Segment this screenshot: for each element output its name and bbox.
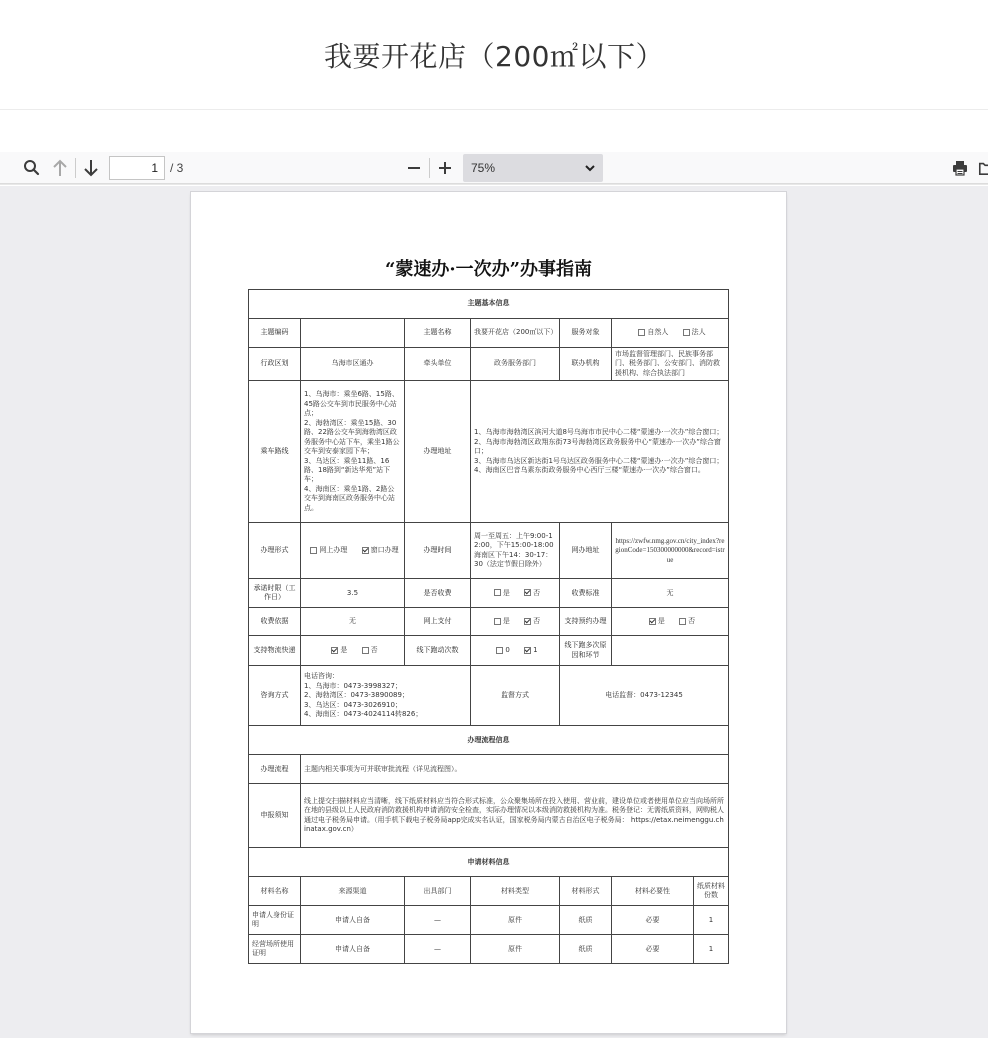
label-handle-time: 办理时间 [405, 523, 471, 579]
label-notice: 申报须知 [249, 784, 301, 848]
checkbox-yes [331, 647, 338, 654]
materials-header: 出具部门 [405, 877, 471, 906]
checkbox-label: 自然人 [647, 328, 669, 337]
pdf-page-1 [191, 192, 786, 1033]
address-line: 3、乌海市乌达区新达街1号乌达区政务服务中心二楼“蒙速办·一次办”综合窗口； [474, 456, 724, 465]
material-cell: — [405, 935, 471, 964]
value-topic-name: 我要开花店（200㎡以下） [471, 319, 560, 348]
bus-route-line: 1、乌海市：乘坐6路、15路、45路公交车到市民服务中心站点； [304, 390, 399, 418]
label-handle-form: 办理形式 [249, 523, 301, 579]
search-button[interactable] [18, 154, 46, 182]
checkbox-label: 否 [370, 646, 378, 655]
label-admin-region: 行政区划 [249, 348, 301, 381]
value-visit-count [471, 636, 560, 666]
checkbox-yes [649, 618, 656, 625]
materials-header: 材料名称 [249, 877, 301, 906]
value-lead-unit: 政务服务部门 [471, 348, 560, 381]
time-line: 周一至周五：上午9:00-12:00，下午15:00-18:00 [474, 531, 554, 550]
document-title: “蒙速办·一次办”办事指南 [385, 259, 592, 280]
label-bus-route: 乘车路线 [249, 381, 301, 523]
checkbox-no [679, 618, 686, 625]
value-bus-route [301, 381, 405, 523]
pdf-viewer[interactable] [0, 186, 988, 1038]
checkbox-label: 网上办理 [319, 546, 348, 555]
value-consult [301, 666, 471, 726]
value-process: 主题内相关事项为可并联审批流程（详见流程图）。 [301, 755, 729, 784]
checkbox-legal-person [683, 329, 690, 336]
address-line: 4、海南区巴音乌素东街政务服务中心西厅三楼“蒙速办·一次办”综合窗口。 [474, 465, 705, 474]
value-online-address: https://zwfw.nmg.gov.cn/city_index?regionCode=150300000000&record=istrue [612, 523, 729, 579]
consult-line: 2、海勃湾区：0473-3890089； [304, 691, 409, 700]
checkbox-visit-0 [496, 647, 503, 654]
label-appointment: 支持预约办理 [560, 608, 612, 636]
label-consult: 咨询方式 [249, 666, 301, 726]
plus-icon [438, 161, 452, 175]
bus-route-line: 4、海南区：乘坐1路、2路公交车到海南区政务服务中心站点。 [304, 484, 395, 512]
label-charge-standard: 收费标准 [560, 579, 612, 608]
label-charge: 是否收费 [405, 579, 471, 608]
label-supervise: 监督方式 [471, 666, 560, 726]
material-cell: 纸质 [560, 906, 612, 935]
checkbox-label: 是 [657, 617, 665, 626]
material-cell: 原件 [471, 906, 560, 935]
time-line: 海南区下午14：30-17：30（法定节假日除外） [474, 550, 553, 569]
open-file-button[interactable] [978, 154, 988, 182]
label-express: 支持物流快递 [249, 636, 301, 666]
label-topic-code: 主题编码 [249, 319, 301, 348]
arrow-down-icon [83, 159, 99, 177]
materials-header: 纸质材料份数 [694, 877, 729, 906]
toolbar-divider [75, 158, 76, 178]
label-lead-unit: 牵头单位 [405, 348, 471, 381]
label-online-address: 网办地址 [560, 523, 612, 579]
label-charge-basis: 收费依据 [249, 608, 301, 636]
checkbox-window [362, 547, 369, 554]
material-cell: 必要 [612, 906, 694, 935]
checkbox-no [524, 589, 531, 596]
material-cell: 纸质 [560, 935, 612, 964]
label-topic-name: 主题名称 [405, 319, 471, 348]
next-page-button[interactable] [77, 154, 105, 182]
previous-page-button[interactable] [46, 154, 74, 182]
checkbox-yes [494, 618, 501, 625]
materials-header: 材料必要性 [612, 877, 694, 906]
material-cell: 1 [694, 935, 729, 964]
address-line: 1、乌海市海勃湾区滨河大道8号乌海市市民中心二楼“蒙速办·一次办”综合窗口； [474, 428, 724, 437]
material-cell: 申请人自备 [301, 935, 405, 964]
right-tools [946, 154, 988, 182]
value-charge [471, 579, 560, 608]
value-appointment [612, 608, 729, 636]
checkbox-online [310, 547, 317, 554]
zoom-out-button[interactable] [400, 154, 428, 182]
value-promise-time: 3.5 [301, 579, 405, 608]
folder-icon [978, 159, 988, 177]
label-process: 办理流程 [249, 755, 301, 784]
print-button[interactable] [946, 154, 974, 182]
search-icon [23, 159, 41, 177]
material-cell: — [405, 906, 471, 935]
value-supervise: 电话监督：0473-12345 [560, 666, 729, 726]
value-admin-region: 乌海市区通办 [301, 348, 405, 381]
value-multi-visit-reason [612, 636, 729, 666]
material-cell: 经营场所使用证明 [249, 935, 301, 964]
value-handle-time [471, 523, 560, 579]
page-title: 我要开花店（200㎡以下） [324, 39, 664, 73]
checkbox-label: 否 [533, 617, 541, 626]
value-charge-standard: 无 [612, 579, 729, 608]
zoom-value: 75% [471, 161, 496, 175]
material-cell: 原件 [471, 935, 560, 964]
checkbox-label: 法人 [691, 328, 706, 337]
checkbox-no [524, 618, 531, 625]
zoom-select[interactable] [463, 154, 603, 182]
page-total: / 3 [170, 160, 184, 175]
table-row [249, 906, 729, 935]
guide-table [248, 289, 729, 964]
checkbox-yes [494, 589, 501, 596]
material-cell: 必要 [612, 935, 694, 964]
value-handle-form [301, 523, 405, 579]
material-cell: 申请人身份证明 [249, 906, 301, 935]
checkbox-label: 否 [688, 617, 696, 626]
consult-line: 电话咨询： [304, 672, 339, 681]
arrow-up-icon [52, 159, 68, 177]
pdf-toolbar [0, 152, 988, 184]
value-notice: 线上提交扫描材料应当清晰，线下纸质材料应当符合形式标准，公众聚集场所在投入使用、营业前，建设单位或者使用单位应当向场所所在地的县级以上人民政府消防救援机构申请消防安全检查，实际办理情况以本级消防救援机构为准。税务登记：无需纸质资料，网购税人通过电子税务局申请。（用手机下载电子税务局app完成实名认证，国家税务局内蒙古自治区电子税务局： https://etax.neimenggu.chinatax.gov.cn） [301, 784, 729, 848]
page-number-input[interactable] [109, 156, 165, 180]
label-multi-visit-reason: 线下跑多次原因和环节 [560, 636, 612, 666]
value-charge-basis: 无 [301, 608, 405, 636]
bus-route-line: 2、海勃湾区：乘坐15路、30路、22路公交车到海勃湾区政务服务中心站下车，乘坐1路公交车到安泰家园下车； [304, 418, 400, 456]
checkbox-label: 窗口办理 [370, 546, 399, 555]
consult-line: 4、海南区：0473-4024114转826； [304, 709, 423, 718]
checkbox-label: 否 [533, 588, 541, 597]
label-office-address: 办理地址 [405, 381, 471, 523]
materials-header: 材料形式 [560, 877, 612, 906]
table-row [249, 935, 729, 964]
bus-route-line: 3、乌达区：乘坐11路、16路、18路到“新达华苑”站下车； [304, 456, 391, 484]
address-line: 2、乌海市海勃湾区政翔东街73号海勃湾区政务服务中心“蒙速办·一次办”综合窗口； [474, 437, 721, 456]
consult-line: 1、乌海市：0473-3998327； [304, 681, 402, 690]
checkbox-label: 是 [502, 588, 510, 597]
section-basic-info: 主题基本信息 [249, 290, 729, 319]
toolbar-divider [429, 158, 430, 178]
zoom-in-button[interactable] [431, 154, 459, 182]
label-service-target: 服务对象 [560, 319, 612, 348]
materials-header: 来源渠道 [301, 877, 405, 906]
value-joint-agency: 市场监督管理部门、民族事务部门、税务部门、公安部门、消防救援机构、综合执法部门 [612, 348, 729, 381]
label-visit-count: 线下跑动次数 [405, 636, 471, 666]
printer-icon [951, 159, 969, 177]
minus-icon [407, 161, 421, 175]
checkbox-label: 1 [533, 646, 538, 655]
material-cell: 1 [694, 906, 729, 935]
materials-header-row [249, 877, 729, 906]
value-express [301, 636, 405, 666]
zoom-controls [400, 154, 603, 182]
value-office-address [471, 381, 729, 523]
label-joint-agency: 联办机构 [560, 348, 612, 381]
value-online-pay [471, 608, 560, 636]
checkbox-label: 是 [340, 646, 348, 655]
value-topic-code [301, 319, 405, 348]
checkbox-label: 是 [502, 617, 510, 626]
checkbox-visit-1 [524, 647, 531, 654]
label-online-pay: 网上支付 [405, 608, 471, 636]
page-header [0, 0, 988, 110]
value-service-target [612, 319, 729, 348]
checkbox-label: 0 [505, 646, 510, 655]
section-process-info: 办理流程信息 [249, 726, 729, 755]
section-materials-info: 申请材料信息 [249, 848, 729, 877]
spacer [0, 110, 988, 152]
label-promise-time: 承诺时限（工作日） [249, 579, 301, 608]
checkbox-no [362, 647, 369, 654]
material-cell: 申请人自备 [301, 906, 405, 935]
checkbox-natural-person [638, 329, 645, 336]
materials-header: 材料类型 [471, 877, 560, 906]
chevron-down-icon [585, 164, 595, 172]
consult-line: 3、乌达区：0473-3026910； [304, 700, 402, 709]
